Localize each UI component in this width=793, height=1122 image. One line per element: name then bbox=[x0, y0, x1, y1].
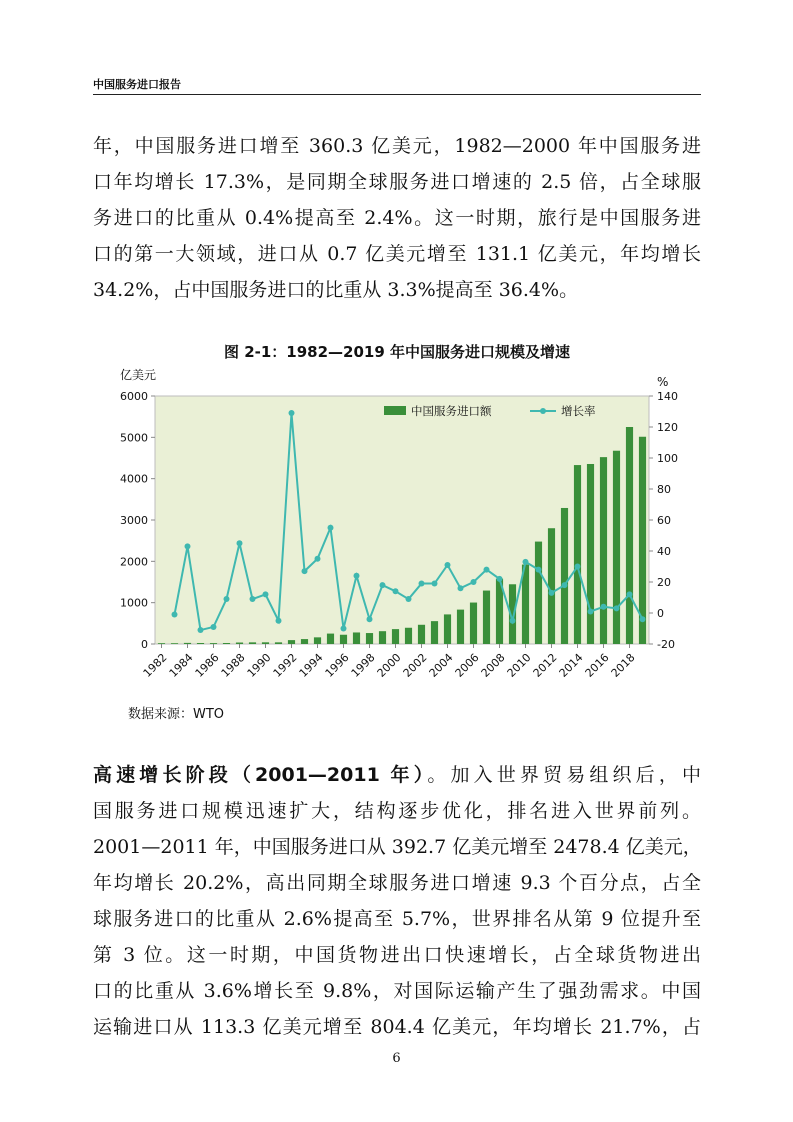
y-right-tick-label: 0 bbox=[657, 607, 664, 620]
x-tick-label: 1982 bbox=[140, 650, 170, 680]
stage-title: 高速增长阶段（2001—2011 年） bbox=[93, 764, 428, 786]
import-bar bbox=[158, 643, 165, 644]
x-tick-label: 2010 bbox=[504, 650, 534, 680]
x-tick-label: 1994 bbox=[296, 650, 326, 680]
import-bar bbox=[197, 643, 204, 644]
growth-rate-point bbox=[549, 590, 555, 596]
x-tick-label: 1984 bbox=[166, 650, 196, 680]
y-right-tick-label: 80 bbox=[657, 483, 671, 496]
growth-rate-point bbox=[575, 564, 581, 570]
y-left-tick-label: 2000 bbox=[120, 555, 148, 569]
import-bar bbox=[262, 642, 269, 644]
growth-rate-point bbox=[484, 567, 490, 573]
import-bar bbox=[327, 634, 334, 644]
y-left-tick-label: 0 bbox=[141, 638, 148, 651]
import-chart bbox=[100, 364, 690, 682]
x-tick-label: 1986 bbox=[192, 650, 222, 680]
paragraph-line: 口的第一大领域，进口从 0.7 亿美元增至 131.1 亿美元，年均增长 bbox=[93, 243, 701, 265]
x-tick-label: 2018 bbox=[608, 650, 638, 680]
y-right-axis-title: % bbox=[657, 375, 669, 389]
paragraph-2 bbox=[93, 757, 701, 1045]
legend-line-marker bbox=[540, 408, 546, 414]
growth-rate-point bbox=[614, 605, 620, 611]
x-tick-label: 1992 bbox=[270, 650, 300, 680]
import-bar bbox=[431, 621, 438, 644]
y-left-tick-label: 6000 bbox=[120, 390, 148, 403]
import-bar bbox=[561, 508, 568, 644]
import-bar bbox=[548, 528, 555, 644]
growth-rate-point bbox=[302, 568, 308, 574]
growth-rate-point bbox=[588, 608, 594, 614]
y-left-tick-label: 3000 bbox=[120, 514, 148, 527]
import-bar bbox=[444, 614, 451, 644]
import-bar bbox=[353, 632, 360, 644]
page-number: 6 bbox=[392, 1051, 401, 1066]
import-bar bbox=[405, 628, 412, 644]
x-tick-label: 1990 bbox=[244, 650, 274, 680]
growth-rate-point bbox=[445, 562, 451, 568]
growth-rate-point bbox=[471, 579, 477, 585]
paragraph-line bbox=[93, 757, 701, 793]
growth-rate-point bbox=[627, 591, 633, 597]
paragraph-line: 第 3 位。这一时期，中国货物进出口快速增长，占全球货物进出 bbox=[93, 944, 701, 966]
page-header bbox=[93, 76, 701, 95]
growth-rate-point bbox=[198, 627, 204, 633]
growth-rate-point bbox=[510, 618, 516, 624]
legend-line-label: 增长率 bbox=[561, 404, 596, 418]
x-tick-label: 2014 bbox=[556, 650, 586, 680]
figure-title: 图 2-1：1982—2019 年中国服务进口规模及增速 bbox=[223, 343, 571, 361]
growth-rate-point bbox=[562, 582, 568, 588]
import-bar bbox=[275, 642, 282, 644]
paragraph-line: 务进口的比重从 0.4%提高至 2.4%。这一时期，旅行是中国服务进 bbox=[93, 207, 701, 229]
y-left-tick-label: 5000 bbox=[120, 431, 148, 445]
legend-bar-label: 中国服务进口额 bbox=[411, 404, 492, 418]
import-bar bbox=[210, 643, 217, 644]
import-bar bbox=[236, 643, 243, 644]
growth-rate-point bbox=[172, 612, 178, 618]
legend-bar-swatch bbox=[384, 406, 406, 415]
growth-rate-point bbox=[432, 581, 438, 587]
paragraph-line: 球服务进口的比重从 2.6%提高至 5.7%，世界排名从第 9 位提升至 bbox=[93, 908, 701, 930]
growth-rate-point bbox=[289, 410, 295, 416]
import-bar bbox=[535, 542, 542, 644]
import-bar bbox=[392, 629, 399, 644]
import-bar bbox=[184, 643, 191, 644]
y-right-tick-label: -20 bbox=[657, 638, 675, 651]
growth-rate-point bbox=[211, 624, 217, 630]
import-bar bbox=[171, 643, 178, 644]
paragraph-line: 国服务进口规模迅速扩大，结构逐步优化，排名进入世界前列。 bbox=[93, 800, 701, 822]
growth-rate-point bbox=[419, 581, 425, 587]
x-tick-label: 1988 bbox=[218, 650, 248, 680]
growth-rate-point bbox=[328, 525, 334, 531]
growth-rate-point bbox=[536, 567, 542, 573]
import-bar bbox=[470, 603, 477, 644]
growth-rate-point bbox=[224, 596, 230, 602]
import-bar bbox=[418, 625, 425, 644]
growth-rate-point bbox=[315, 556, 321, 562]
paragraph-line: 34.2%，占中国服务进口的比重从 3.3%提高至 36.4%。 bbox=[93, 279, 579, 301]
x-tick-label: 2008 bbox=[478, 650, 508, 680]
import-bar bbox=[223, 643, 230, 644]
import-bar bbox=[600, 457, 607, 644]
growth-rate-point bbox=[263, 591, 269, 597]
import-bar bbox=[366, 633, 373, 644]
y-left-tick-label: 4000 bbox=[120, 472, 148, 486]
y-right-tick-label: 100 bbox=[657, 452, 678, 465]
x-tick-label: 2012 bbox=[530, 650, 560, 680]
import-bar bbox=[626, 427, 633, 644]
paragraph-line: 2001—2011 年，中国服务进口从 392.7 亿美元增至 2478.4 亿美元， bbox=[93, 836, 702, 858]
x-tick-label: 2016 bbox=[582, 650, 612, 680]
import-bar bbox=[288, 640, 295, 644]
paragraph-line: 运输进口从 113.3 亿美元增至 804.4 亿美元，年均增长 21.7%，占 bbox=[93, 1016, 701, 1038]
x-tick-label: 1996 bbox=[322, 650, 352, 680]
x-tick-label: 1998 bbox=[348, 650, 378, 680]
import-bar bbox=[249, 642, 256, 644]
growth-rate-point bbox=[354, 573, 360, 579]
growth-rate-point bbox=[523, 559, 529, 565]
y-right-tick-label: 40 bbox=[657, 545, 671, 558]
growth-rate-point bbox=[393, 588, 399, 594]
import-bar bbox=[483, 591, 490, 644]
growth-rate-point bbox=[185, 543, 191, 549]
growth-rate-point bbox=[276, 618, 282, 624]
import-bar bbox=[340, 635, 347, 644]
growth-rate-point bbox=[367, 616, 373, 622]
growth-rate-point bbox=[640, 616, 646, 622]
import-bar bbox=[314, 637, 321, 644]
y-right-tick-label: 140 bbox=[657, 390, 678, 403]
x-tick-label: 2002 bbox=[400, 650, 430, 680]
y-right-tick-label: 120 bbox=[657, 421, 678, 434]
paragraph-line: 口年均增长 17.3%，是同期全球服务进口增速的 2.5 倍，占全球服 bbox=[93, 171, 701, 193]
import-bar bbox=[587, 464, 594, 644]
paragraph-line: 年均增长 20.2%，高出同期全球服务进口增速 9.3 个百分点，占全 bbox=[93, 872, 701, 894]
y-left-axis-title: 亿美元 bbox=[120, 368, 157, 382]
import-bar bbox=[574, 465, 581, 644]
growth-rate-point bbox=[458, 585, 464, 591]
paragraph-1 bbox=[93, 128, 701, 308]
growth-rate-point bbox=[237, 540, 243, 546]
x-tick-label: 2000 bbox=[374, 650, 404, 680]
y-left-tick-label: 1000 bbox=[120, 596, 148, 610]
figure-source: 数据来源：WTO bbox=[128, 707, 225, 722]
import-bar bbox=[301, 639, 308, 644]
header-title: 中国服务进口报告 bbox=[93, 78, 181, 91]
growth-rate-point bbox=[406, 596, 412, 602]
paragraph-line: 口的比重从 3.6%增长至 9.8%，对国际运输产生了强劲需求。中国 bbox=[93, 980, 701, 1002]
import-bar bbox=[613, 451, 620, 644]
paragraph-fragment: 。加入世界贸易组织后，中 bbox=[427, 764, 701, 786]
growth-rate-point bbox=[601, 604, 607, 610]
paragraph-line: 年，中国服务进口增至 360.3 亿美元，1982—2000 年中国服务进 bbox=[93, 135, 701, 157]
x-tick-label: 2004 bbox=[426, 650, 456, 680]
y-right-tick-label: 60 bbox=[657, 514, 671, 527]
y-right-tick-label: 20 bbox=[657, 576, 671, 589]
import-bar bbox=[457, 610, 464, 644]
growth-rate-point bbox=[380, 582, 386, 588]
x-tick-label: 2006 bbox=[452, 650, 482, 680]
growth-rate-point bbox=[250, 596, 256, 602]
growth-rate-point bbox=[341, 626, 347, 632]
growth-rate-point bbox=[497, 576, 503, 582]
import-bar bbox=[379, 631, 386, 644]
